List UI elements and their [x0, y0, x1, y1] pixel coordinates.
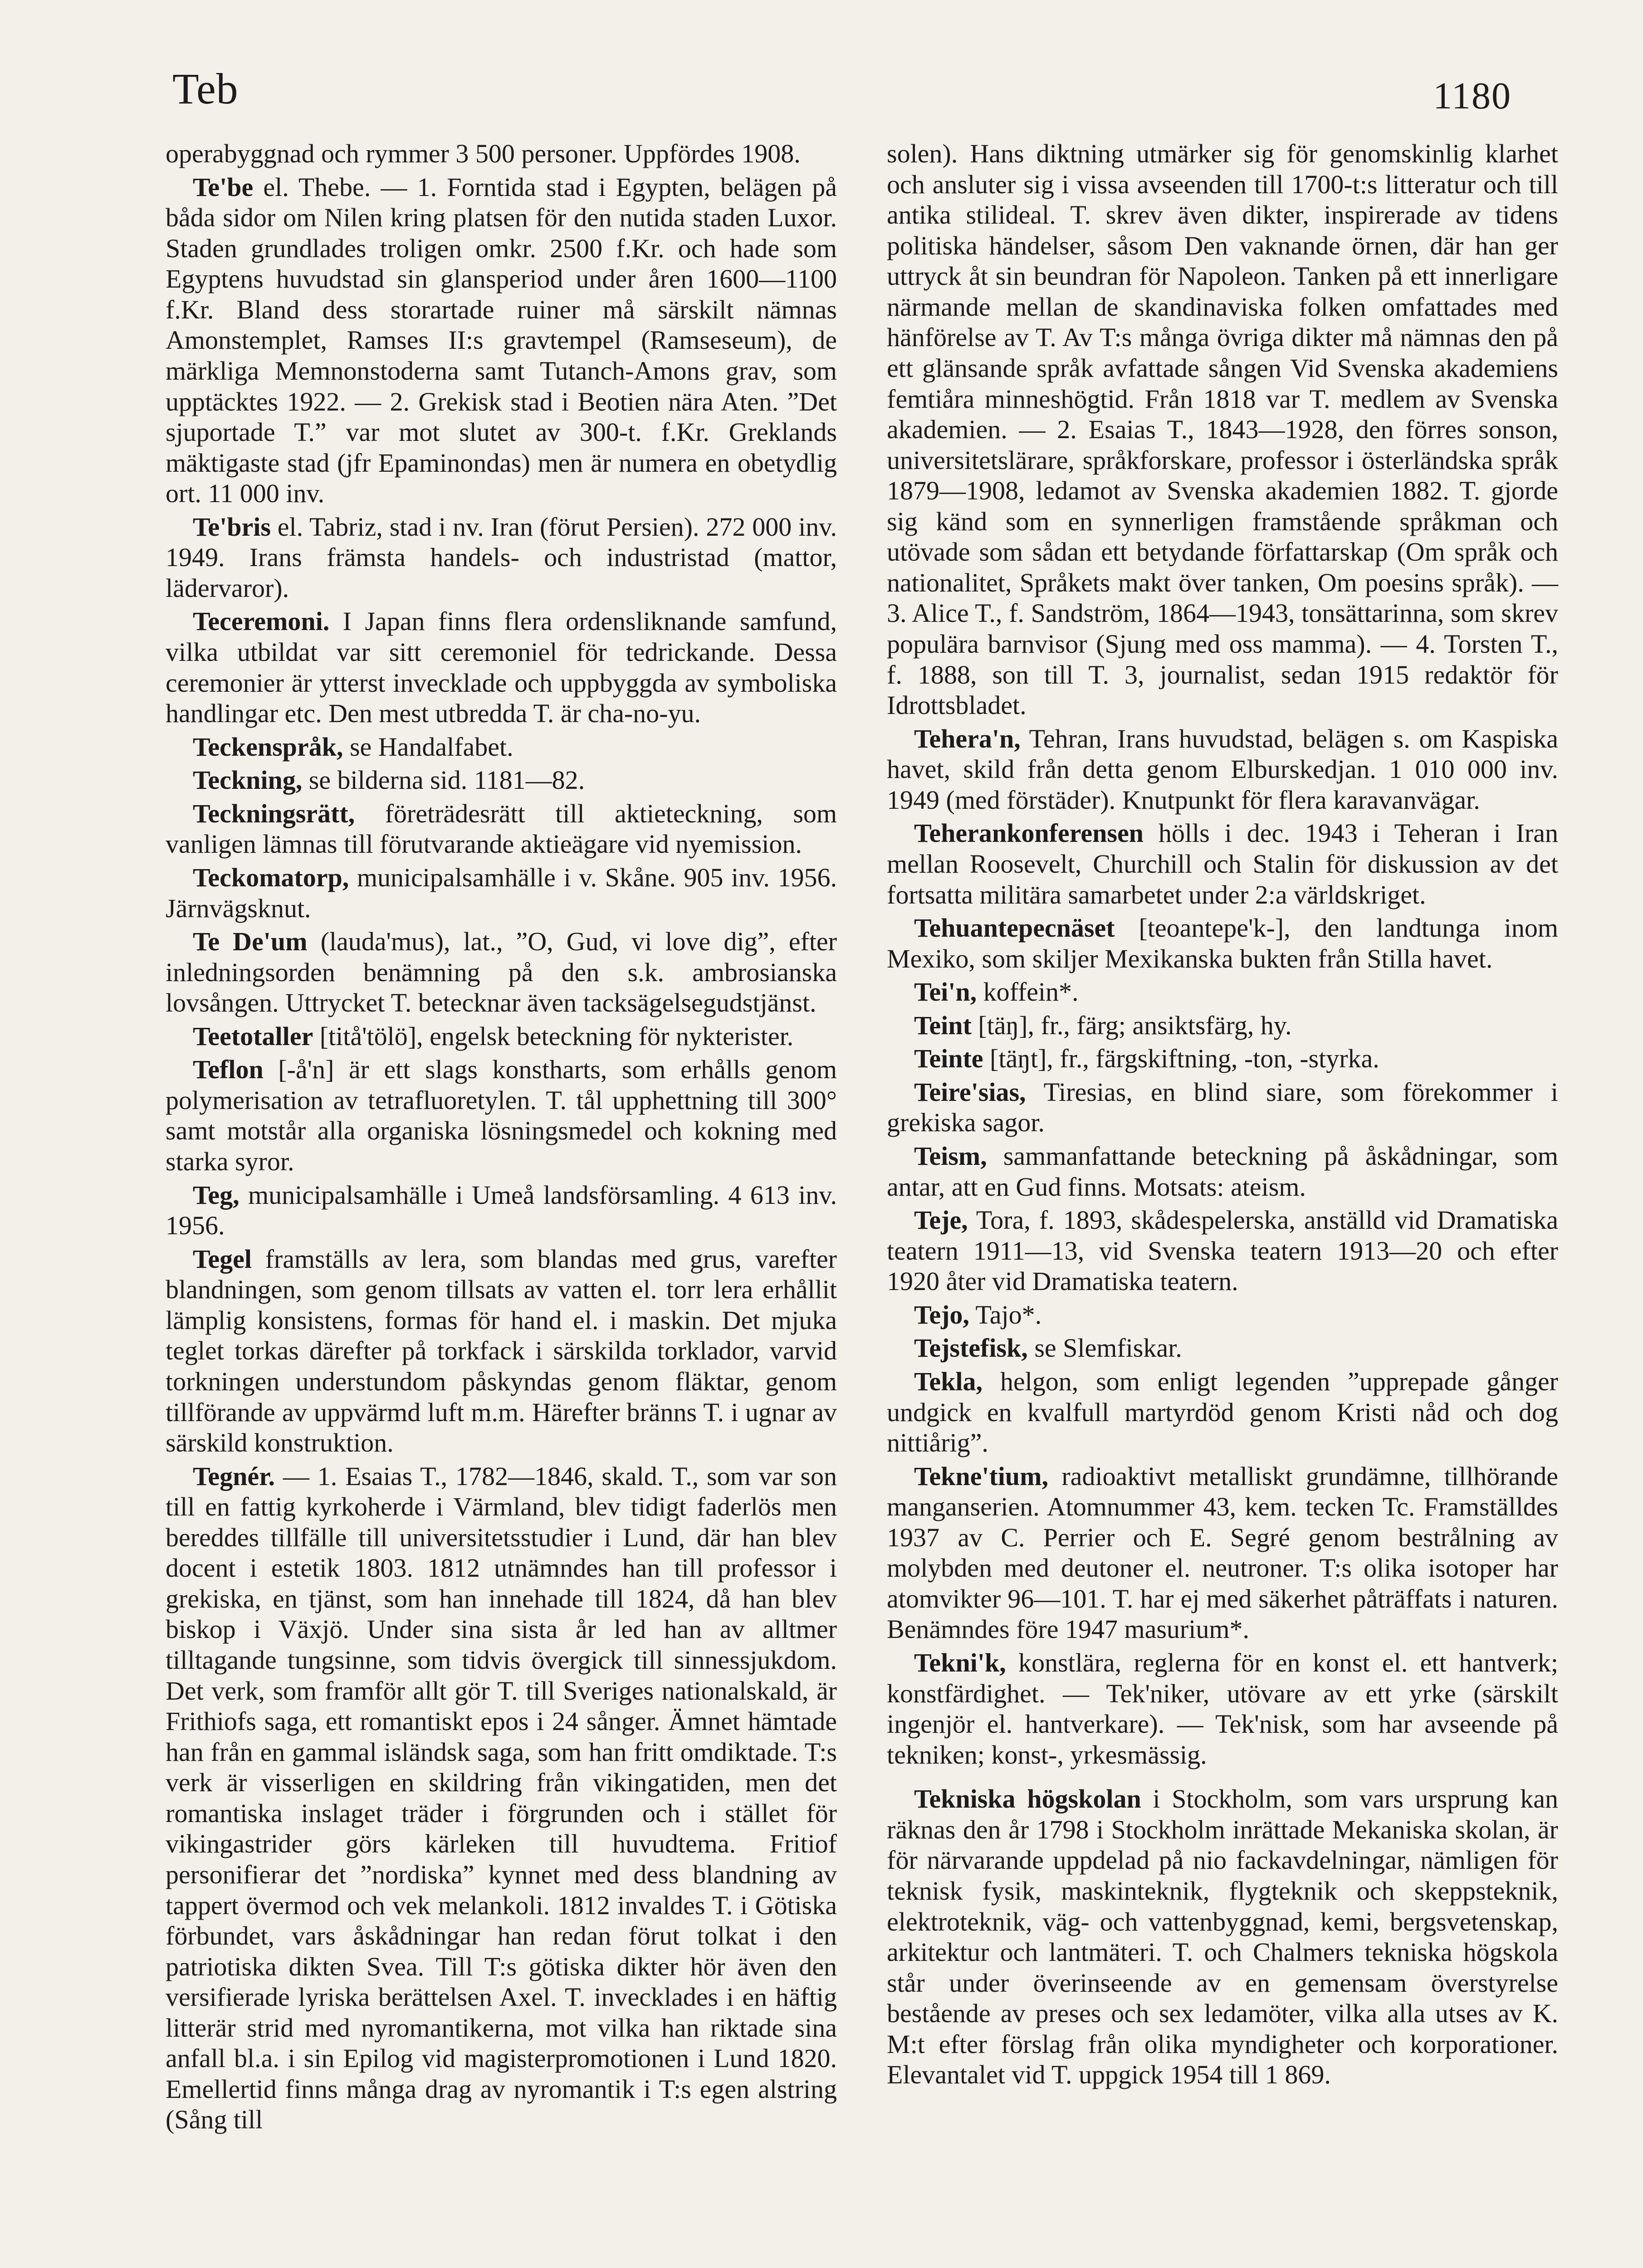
entry-tejstefisk [887, 1333, 1558, 1364]
entry-tegner [166, 1461, 837, 2135]
definition: se Handalfabet. [343, 732, 513, 762]
entry-tekla [887, 1366, 1558, 1458]
headword: Teherankonferensen [914, 818, 1144, 848]
entry-tein [887, 977, 1558, 1007]
headword: Teg, [193, 1180, 240, 1210]
headword: Teje, [914, 1205, 968, 1235]
definition: sammanfattande beteckning på åskådningar, som antar, att en Gud finns. Motsats: ateism. [887, 1141, 1558, 1202]
headword: Teint [914, 1010, 972, 1040]
definition: municipalsamhälle i Umeå landsförsamling. 4 613 inv. 1956. [166, 1180, 837, 1241]
definition: I Japan finns flera ordensliknande samfund, vilka utbildat var sitt ceremoniel för tedrickande. Dessa ceremonier är ytterst invecklade och uppbyggda av symboliska handlingar etc. Den mest utbredda T. är cha-no-yu. [166, 606, 837, 728]
headword: Teire'sias, [914, 1077, 1026, 1107]
headword: Tegel [193, 1244, 252, 1274]
entry-teheran [887, 723, 1558, 816]
definition: [täŋ], fr., färg; ansiktsfärg, hy. [971, 1010, 1292, 1040]
definition: se Slemfiskar. [1027, 1333, 1182, 1363]
entry-teinte [887, 1043, 1558, 1074]
right-column [887, 138, 1558, 2093]
entry-teetotaller [166, 1021, 837, 1052]
headword: Tekni'k, [914, 1648, 1006, 1677]
headword: Tehera'n, [914, 723, 1021, 753]
definition: framställs av lera, som blandas med grus, varefter blandningen, som genom tillsats av vatten el. torr lera erhållit lämplig konsistens, formas för hand el. i maskin. Det mjuka teglet torkas därefter på torkfack i särskilda torklador, varvid torkningen understundom påskyndas genom fläktar, genom tillförande av uppvärmd luft m.m. Härefter bränns T. i ugnar av särskild konstruktion. [166, 1244, 837, 1458]
headword: Tekniska högskolan [914, 1784, 1141, 1814]
entry-tebe [166, 172, 837, 509]
definition: se bilderna sid. 1181—82. [302, 765, 585, 795]
entry-teknik [887, 1647, 1558, 1770]
entry-teint [887, 1010, 1558, 1041]
definition: municipalsamhälle i v. Skåne. 905 inv. 1956. Järnvägsknut. [166, 862, 837, 923]
headword: Te'be [193, 172, 254, 202]
entry-teiresias [887, 1077, 1558, 1138]
headword: Te'bris [193, 512, 271, 542]
headword: Teckomatorp, [193, 862, 349, 892]
definition: hölls i dec. 1943 i Teheran i Iran mellan Roosevelt, Churchill och Stalin för diskussion av det fortsatta militära samarbetet under 2:a världskriget. [887, 818, 1558, 909]
definition: radioaktivt metalliskt grundämne, tillhörande manganserien. Atomnummer 43, kem. tecken Tc. Framställdes 1937 av C. Perrier och E. Segré genom bestrålning av molybden med deutoner el. neutroner. T:s olika isotoper har atomvikter 96—101. T. har ej med säkerhet påträffats i naturen. Benämndes före 1947 masurium*. [887, 1461, 1558, 1644]
definition: Tiresias, en blind siare, som förekommer i grekiska sagor. [887, 1077, 1558, 1138]
definition: Tajo*. [969, 1300, 1042, 1330]
entry-teherankonferensen [887, 818, 1558, 910]
running-head-left: Teb [172, 64, 239, 113]
headword: Tejo, [914, 1300, 969, 1330]
definition: företrädesrätt till aktieteckning, som vanligen lämnas till förutvarande aktieägare vid nyemission. [166, 798, 837, 859]
page-number: 1180 [1433, 75, 1511, 117]
headword: Tekla, [914, 1366, 983, 1396]
headword: Te De'um [193, 927, 308, 957]
headword: Tei'n, [914, 977, 977, 1007]
continued-paragraph: operabyggnad och rymmer 3 500 personer. Uppfördes 1908. [166, 139, 801, 168]
headword: Teflon [193, 1055, 264, 1085]
definition: helgon, som enligt legenden ”upprepade gånger undgick en kvalfull martyrdöd genom Kristi nåd och dog nittiårig”. [887, 1366, 1558, 1458]
headword: Teism, [914, 1141, 987, 1171]
definition: el. Tabriz, stad i nv. Iran (förut Persien). 272 000 inv. 1949. Irans främsta handels- och industristad (mattor, lädervaror). [166, 512, 837, 603]
entry-teg [166, 1180, 837, 1241]
headword: Teckning, [193, 765, 303, 795]
entry-tejo [887, 1300, 1558, 1330]
definition: i Stockholm, som vars ursprung kan räknas den år 1798 i Stockholm inrättade Mekaniska skolan, är för närvarande uppdelad på nio fackavdelningar, nämligen för teknisk fysik, maskinteknik, flygteknik och skeppsteknik, elektroteknik, väg- och vattenbyggnad, kemi, bergsvetenskap, arkitektur och lantmäteri. T. och Chalmers tekniska högskola står under överinseende av en gemensam överstyrelse bestående av preses och sex ledamöter, vilka alla utses av K. M:t efter förslag från olika myndigheter och korporationer. Elevantalet vid T. uppgick 1954 till 1 869. [887, 1784, 1558, 2090]
entry-teckomatorp [166, 862, 837, 924]
entry-teckning [166, 765, 837, 796]
headword: Tekne'tium, [914, 1461, 1048, 1491]
definition: [teoantepe'k-], den landtunga inom Mexiko, som skiljer Mexikanska bukten från Stilla havet. [887, 913, 1558, 973]
continued-paragraph: solen). Hans diktning utmärker sig för genomskinlig klarhet och ansluter sig i vissa avseenden till 1700-t:s litteratur och till antika stilideal. T. skrev även dikter, inspirerade av tidens politiska händelser, såsom Den vaknande örnen, där han ger uttryck åt sin beundran för Napoleon. Tanken på ett innerligare närmande mellan de skandinaviska folken omfattades med hänförelse av T. Av T:s många övriga dikter må nämnas den på ett glänsande språk avfattade sången Vid Svenska akademiens femtiåra minneshögtid. Från 1818 var T. medlem av Svenska akademien. — 2. Esaias T., 1843—1928, den förres sonson, universitetslärare, språkforskare, professor i österländska språk 1879—1908, ledamot av Svenska akademien 1882. T. gjorde sig känd som en synnerligen framstående språkman och utövade som sådan ett betydande författarskap (Om språk och nationalitet, Språkets makt över tanken, Om poesins språk). — 3. Alice T., f. Sandström, 1864—1943, tonsättarinna, som skrev populära barnvisor (Sjung med oss mamma). — 4. Torsten T., f. 1888, son till T. 3, journalist, sedan 1915 redaktör för Idrottsbladet. [887, 139, 1558, 720]
entry-teceremoni [166, 606, 837, 728]
definition: Tora, f. 1893, skådespelerska, anställd vid Dramatiska teatern 1911—13, vid Svenska teatern 1913—20 och efter 1920 åter vid Dramatiska teatern. [887, 1205, 1558, 1296]
definition: — 1. Esaias T., 1782—1846, skald. T., som var son till en fattig kyrkoherde i Värmland, blev tidigt faderlös men bereddes tillfälle till universitetsstudier i Lund, där han blev docent i estetik 1803. 1812 utnämndes han till professor i grekiska, en tjänst, som han innehade till 1824, då han blev biskop i Växjö. Under sina sista år led han av alltmer tilltagande tungsinne, som tidvis övergick till sinnessjukdom. Det verk, som framför allt gör T. till Sveriges nationalskald, är Frithiofs saga, ett romantiskt epos i 24 sånger. Ämnet hämtade han från en gammal isländsk saga, som han fritt omdiktade. T:s verk är visserligen en skildring från vikingatiden, men det romantiska inslaget träder i förgrunden och i stället för vikingastrider görs kärleken till huvudtema. Fritiof personifierar det ”nordiska” kynnet med dess blandning av tappert övermod och vek melankoli. 1812 invaldes T. i Götiska förbundet, vars åskådningar han redan förut tolkat i den patriotiska dikten Svea. Till T:s götiska dikter hör även den versifierade lyriska berättelsen Axel. T. invecklades i en häftig litterär strid med nyromantikerna, mot vilka han riktade sina anfall bl.a. i sin Epilog vid magisterpromotionen i Lund 1820. Emellertid finns många drag av nyromantik i T:s egen alstring (Sång till [166, 1461, 837, 2135]
entry-te-deum [166, 926, 837, 1018]
headword: Tejstefisk, [914, 1333, 1028, 1363]
definition: [-å'n] är ett slags konstharts, som erhålls genom polymerisation av tetrafluoretylen. T. tål upphettning till 300° samt motstår alla organiska lösningsmedel och kokning med starka syror. [166, 1055, 837, 1176]
definition: (lauda'mus), lat., ”O, Gud, vi love dig”, efter inledningsorden benämning på den s.k. ambrosianska lovsången. Uttrycket T. betecknar även tacksägelsegudstjänst. [166, 927, 837, 1018]
definition: konstlära, reglerna för en konst el. ett hantverk; konstfärdighet. — Tek'niker, utövare av ett yrke (särskilt ingenjör el. hantverkare). — Tek'nisk, som har avseende på tekniken; konst-, yrkesmässig. [887, 1648, 1558, 1769]
headword: Tehuantepecnäset [914, 913, 1115, 943]
entry-tebris [166, 512, 837, 604]
entry-tekniska-hogskolan [887, 1784, 1558, 2090]
headword: Teckningsrätt, [193, 798, 355, 828]
entry-teknetium [887, 1461, 1558, 1645]
definition: el. Thebe. — 1. Forntida stad i Egypten, belägen på båda sidor om Nilen kring platsen för den nutida staden Luxor. Staden grundlades troligen omkr. 2500 f.Kr. och hade som Egyptens huvudstad sin glansperiod under åren 1600—1100 f.Kr. Bland dess storartade ruiner må särskilt nämnas Amonstemplet, Ramses II:s gravtempel (Ramseseum), de märkliga Memnonstoderna samt Tutanch-Amons grav, som upptäcktes 1922. — 2. Grekisk stad i Beotien nära Aten. ”Det sjuportade T.” var mot slutet av 300-t. f.Kr. Greklands mäktigaste stad (jfr Epaminondas) men är numera en obetydlig ort. 11 000 inv. [166, 172, 837, 508]
entry-tehuantepecnaset [887, 913, 1558, 974]
headword: Teinte [914, 1044, 983, 1074]
definition: koffein*. [977, 977, 1079, 1007]
headword: Teetotaller [193, 1021, 313, 1051]
definition: [titå'tölö], engelsk beteckning för nykterister. [313, 1021, 794, 1051]
definition: Tehran, Irans huvudstad, belägen s. om Kaspiska havet, skild från detta genom Elburskedjan. 1 010 000 inv. 1949 (med förstäder). Knutpunkt för flera karavanvägar. [887, 723, 1558, 815]
headword: Teckenspråk, [193, 732, 343, 762]
entry-teckensprak [166, 732, 837, 763]
definition: [täŋt], fr., färgskiftning, -ton, -styrka. [983, 1044, 1379, 1074]
entry-teflon [166, 1054, 837, 1177]
headword: Tegnér. [193, 1461, 275, 1491]
headword: Teceremoni. [193, 606, 330, 636]
entry-tegel [166, 1244, 837, 1458]
entry-teism [887, 1141, 1558, 1202]
entry-teckningsratt [166, 798, 837, 860]
left-column [166, 138, 837, 2138]
entry-teje [887, 1205, 1558, 1297]
